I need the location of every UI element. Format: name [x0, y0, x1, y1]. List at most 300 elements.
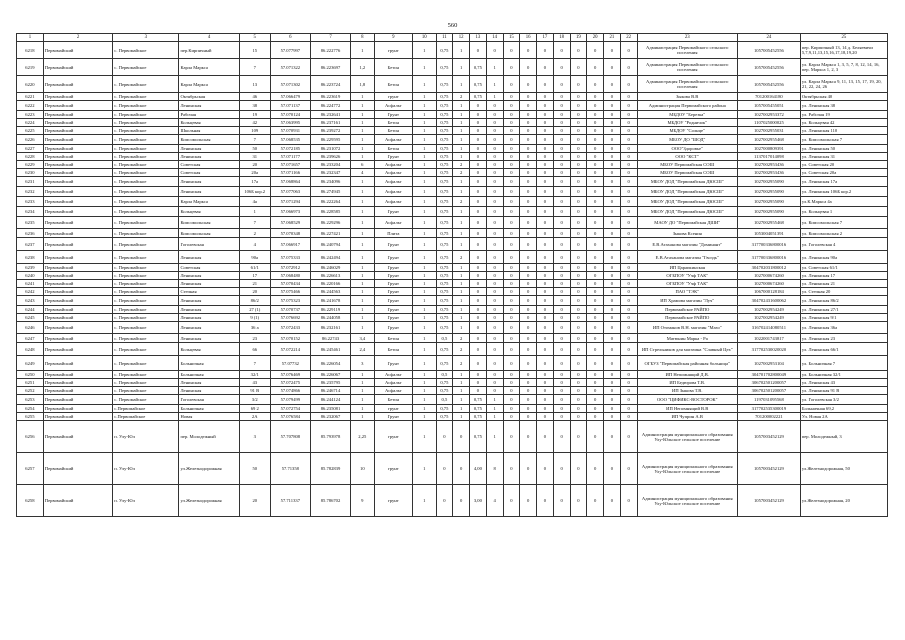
table-cell: 1067000128184 [738, 288, 801, 296]
table-cell: 0 [537, 453, 554, 485]
table-cell: грунт [374, 421, 413, 453]
table-cell: 0 [553, 127, 570, 135]
table-cell: 1022001743817 [738, 334, 801, 343]
table-cell: 20 [239, 288, 270, 296]
table-cell: Грунт [374, 207, 413, 217]
table-cell: 0 [520, 264, 537, 272]
table-cell: 0,75 [470, 395, 487, 405]
table-cell: 1 [413, 177, 436, 187]
table-cell: 0 [620, 379, 637, 387]
table-cell: 0 [587, 395, 604, 405]
table-cell: Асфальт [374, 379, 413, 387]
table-cell: 0 [604, 485, 621, 517]
table-cell: 57.076584 [270, 413, 310, 421]
table-cell: 0 [587, 405, 604, 413]
table-cell: 0 [604, 413, 621, 421]
table-row [17, 197, 888, 207]
table-cell: с. Первомайское [113, 288, 179, 296]
table-cell: ООО "ЦИФИКС-ВОСТОРОК" [637, 395, 738, 405]
table-cell: 86.235795 [310, 379, 350, 387]
table-cell: 0 [604, 280, 621, 288]
table-cell: Комсомольская [179, 135, 239, 145]
table-cell: 0 [570, 169, 587, 177]
table-cell: 0 [486, 187, 503, 197]
table-cell: с. Первомайское [113, 334, 179, 343]
table-cell: Советская [179, 161, 239, 169]
table-cell: 1 [453, 76, 470, 93]
table-cell: 0 [470, 42, 487, 59]
table-cell: 0 [537, 153, 554, 161]
table-cell: с. Первомайское [113, 280, 179, 288]
table-cell: Грунт [374, 111, 413, 119]
table-cell: 57.075323 [270, 296, 310, 306]
table-cell: 0 [620, 343, 637, 356]
table-cell: Ул. Новая 2A [800, 413, 887, 421]
table-cell: 0 [587, 238, 604, 251]
table-cell: 6225 [17, 127, 44, 135]
table-cell: 0 [587, 314, 604, 322]
table-cell: 6256 [17, 421, 44, 453]
table-cell: ИП Непомнящий В.В [637, 405, 738, 413]
table-cell: п. Улу-Юл [113, 453, 179, 485]
table-cell: 0 [553, 334, 570, 343]
table-cell: 0 [587, 161, 604, 169]
table-cell: 0 [470, 229, 487, 238]
table-cell: 0 [553, 197, 570, 207]
table-cell: Первомайский [43, 161, 113, 169]
table-cell: 1027002953104 [738, 356, 801, 371]
table-cell: 0 [587, 76, 604, 93]
table-cell: Грунт [374, 280, 413, 288]
table-cell: 0 [570, 119, 587, 127]
table-cell: 66 [239, 343, 270, 356]
table-row [17, 238, 888, 251]
table-cell: Грунт [374, 272, 413, 280]
table-cell: 46 [239, 93, 270, 101]
table-cell: 0 [587, 334, 604, 343]
table-cell: с. Первомайское [113, 111, 179, 119]
table-cell: 0 [587, 197, 604, 207]
table-cell: 6224 [17, 119, 44, 127]
table-cell: 0 [503, 76, 520, 93]
table-cell: 1 [413, 371, 436, 379]
table-cell: 0 [587, 387, 604, 395]
table-cell: 0 [570, 485, 587, 517]
table-cell: 0 [453, 453, 470, 485]
page-number: 560 [447, 22, 458, 29]
table-cell: 0 [587, 145, 604, 153]
table-cell: Бетон [374, 343, 413, 356]
table-row [17, 322, 888, 334]
table-cell: 0 [470, 217, 487, 229]
table-cell: 0 [570, 314, 587, 322]
table-cell: 0 [520, 453, 537, 485]
table-cell: 6258 [17, 485, 44, 517]
table-cell: 0 [520, 135, 537, 145]
table-cell: 0 [470, 111, 487, 119]
table-cell: 106Б кор.2 [239, 187, 270, 197]
table-cell: 1 [413, 322, 436, 334]
table-cell: 3/2 [239, 395, 270, 405]
table-cell: Администрация Первомайского сельского поселения [637, 42, 738, 59]
table-cell: 304701702800049 [738, 371, 801, 379]
table-cell: МБДОУ "Березка" [637, 111, 738, 119]
column-number-cell: 7 [310, 34, 350, 42]
table-cell: Первомайский [43, 153, 113, 161]
table-cell: 57.072475 [270, 379, 310, 387]
table-cell: 57.071177 [270, 153, 310, 161]
table-cell: 86.222264 [310, 197, 350, 207]
table-cell: 6245 [17, 314, 44, 322]
table-cell: 0 [620, 197, 637, 207]
table-cell: грунт [374, 485, 413, 517]
table-cell: Бетон [374, 145, 413, 153]
table-cell: 0 [503, 421, 520, 453]
table-cell: 1027002955090 [738, 187, 801, 197]
table-cell: 1057005452556 [738, 59, 801, 76]
table-cell: 1057005452556 [738, 76, 801, 93]
table-cell: 0 [537, 280, 554, 288]
table-cell: 317700336800016 [738, 238, 801, 251]
table-cell: 86.228585 [310, 207, 350, 217]
table-cell: 1027002955090 [738, 207, 801, 217]
table-cell: 15 [239, 42, 270, 59]
table-cell: Первомайский [43, 356, 113, 371]
table-cell: 0 [570, 272, 587, 280]
table-cell: 2A [239, 413, 270, 421]
table-cell: 0 [620, 207, 637, 217]
table-cell: с. Первомайское [113, 76, 179, 93]
table-cell: 109 [239, 127, 270, 135]
table-cell: Ленинская [179, 296, 239, 306]
table-cell: ИП Чуприн А.В [637, 413, 738, 421]
table-cell: 0 [520, 334, 537, 343]
table-cell: Плита [374, 229, 413, 238]
table-cell: 6227 [17, 145, 44, 153]
table-cell: 2,25 [351, 421, 374, 453]
table-cell: 0 [470, 207, 487, 217]
table-cell: Зыкова В.В [637, 93, 738, 101]
table-cell: 0 [553, 229, 570, 238]
table-cell: 1 [453, 177, 470, 187]
table-cell: 23 [239, 334, 270, 343]
table-cell: 0 [503, 387, 520, 395]
table-cell: 0 [520, 76, 537, 93]
table-cell: 86.229119 [310, 306, 350, 314]
table-cell: 0 [620, 288, 637, 296]
table-cell: 0 [620, 421, 637, 453]
table-cell: 0 [587, 379, 604, 387]
table-cell: 57.072912 [270, 264, 310, 272]
column-number-cell: 5 [239, 34, 270, 42]
table-cell: 43 [239, 379, 270, 387]
table-cell: 1 [453, 42, 470, 59]
table-cell: 0 [620, 127, 637, 135]
table-cell: 0 [604, 135, 621, 145]
table-cell: 6255 [17, 413, 44, 421]
table-cell: 1 [413, 238, 436, 251]
column-number-cell: 15 [503, 34, 520, 42]
table-cell: 1 [413, 421, 436, 453]
table-cell: 0 [553, 207, 570, 217]
table-cell: 0 [570, 264, 587, 272]
table-cell: 1 [413, 127, 436, 135]
table-cell: 57.71358 [270, 453, 310, 485]
table-cell: Ленинская [179, 177, 239, 187]
table-cell: 1 [486, 413, 503, 421]
table-cell: 0 [470, 356, 487, 371]
table-cell: 0 [587, 421, 604, 453]
table-cell: 0 [604, 42, 621, 59]
table-cell: ул. Карла Маркса 9, 11, 13, 15, 17, 19, 20, 21, 22, 24, 26 [800, 76, 887, 93]
table-cell: 0 [604, 177, 621, 187]
table-cell: 1 [351, 119, 374, 127]
table-cell: 0 [553, 93, 570, 101]
table-cell: 0 [470, 371, 487, 379]
table-cell: Первомайский [43, 135, 113, 145]
table-cell: 0 [436, 421, 453, 453]
table-cell: Грунт [374, 288, 413, 296]
table-cell: 4 [351, 169, 374, 177]
table-cell: Бетон [374, 59, 413, 76]
table-cell: ул. Ленинская 66/1 [800, 343, 887, 356]
table-cell: 0 [570, 395, 587, 405]
table-cell: 57.071322 [270, 59, 310, 76]
table-cell: 1 [413, 356, 436, 371]
table-cell: ул.Железнодорожная, 20 [800, 485, 887, 517]
table-cell: 6250 [17, 371, 44, 379]
table-cell: 0,75 [436, 217, 453, 229]
table-cell: 0,5 [436, 395, 453, 405]
table-cell: 0 [520, 101, 537, 111]
table-cell: Грунт [374, 413, 413, 421]
table-cell: 0,75 [436, 119, 453, 127]
table-cell: 0 [553, 272, 570, 280]
table-cell: 1 [486, 395, 503, 405]
table-cell: 0 [503, 296, 520, 306]
table-cell: 0 [537, 229, 554, 238]
table-cell: 1 [453, 187, 470, 197]
table-cell: 0 [570, 251, 587, 264]
table-cell: с.Первомайское [113, 413, 179, 421]
table-cell: 0 [620, 153, 637, 161]
table-cell: 0 [520, 59, 537, 76]
table-cell: Ленинская [179, 306, 239, 314]
table-cell: 1 [351, 135, 374, 145]
table-cell: 1 [351, 387, 374, 395]
table-cell: Администрация муниципального образования Улу-Юльское сельское поселение [637, 421, 738, 453]
table-cell: Советская [179, 264, 239, 272]
column-number-cell: 14 [486, 34, 503, 42]
table-cell: 85.786702 [310, 485, 350, 517]
column-number-cell: 24 [738, 34, 801, 42]
table-cell: Первомайский [43, 343, 113, 356]
table-cell: 701200002221 [738, 413, 801, 421]
table-cell: с. Первомайское [113, 145, 179, 153]
table-cell: 90a [239, 251, 270, 264]
table-cell: МБОУ ДОД "Первомайская ДЮСШ" [637, 187, 738, 197]
table-cell: 0 [553, 101, 570, 111]
table-cell: ул. Ленинская 27/1 [800, 306, 887, 314]
table-cell: 0,75 [470, 413, 487, 421]
table-cell: 0 [470, 145, 487, 153]
table-cell: 57.070737 [270, 306, 310, 314]
table-cell: 0 [470, 238, 487, 251]
table-cell: 86.232067 [310, 413, 350, 421]
table-cell: 0 [620, 264, 637, 272]
table-cell: 0 [620, 135, 637, 145]
table-cell: 0 [503, 153, 520, 161]
table-cell: 0 [553, 187, 570, 197]
table-cell: 0,75 [436, 111, 453, 119]
table-cell: 0 [604, 101, 621, 111]
table-cell: 57.071137 [270, 101, 310, 111]
table-cell: 1 [351, 197, 374, 207]
table-cell: ИП Храмова магазин "Луч" [637, 296, 738, 306]
table-cell: 1 [486, 76, 503, 93]
table-cell: Первомайский [43, 306, 113, 314]
table-cell: 86.274945 [310, 187, 350, 197]
table-cell: с. Первомайское [113, 272, 179, 280]
table-cell: 0 [570, 421, 587, 453]
table-cell: 0,5 [436, 334, 453, 343]
table-cell: Первомайский [43, 111, 113, 119]
table-cell: с. Первомайское [113, 395, 179, 405]
table-cell: Больничная [179, 356, 239, 371]
table-cell: 86.232161 [310, 322, 350, 334]
table-cell: 0,75 [436, 153, 453, 161]
table-cell: 32/1 [239, 371, 270, 379]
table-cell: Первомайский [43, 413, 113, 421]
table-cell: 6 [351, 161, 374, 169]
table-cell: ул. Ленинская 50 [800, 145, 887, 153]
table-cell: 0 [620, 59, 637, 76]
column-number-row [17, 34, 888, 42]
table-cell: 0,75 [436, 280, 453, 288]
table-cell: 0,75 [436, 76, 453, 93]
table-cell: 1 [453, 272, 470, 280]
table-cell: 1 [413, 161, 436, 169]
table-cell: Ленинская [179, 387, 239, 395]
table-cell: 1 [351, 314, 374, 322]
table-cell: Первомайский [43, 322, 113, 334]
table-cell: 0 [486, 264, 503, 272]
table-cell: Грунт [374, 296, 413, 306]
table-cell: Гоголевская [179, 238, 239, 251]
table-cell: 0 [570, 371, 587, 379]
table-cell: 6246 [17, 322, 44, 334]
table-cell: 0 [537, 187, 554, 197]
table-cell: 0 [486, 288, 503, 296]
table-cell: 0 [553, 453, 570, 485]
table-cell: 0 [503, 306, 520, 314]
table-cell: Первомайский [43, 93, 113, 101]
table-cell: 4 [486, 485, 503, 517]
table-cell: ИП Отоманов В.Н. магазин "Мазо" [637, 322, 738, 334]
table-row [17, 314, 888, 322]
table-cell: 86.223724 [310, 76, 350, 93]
column-number-cell: 2 [43, 34, 113, 42]
table-cell: 1057003452129 [738, 421, 801, 453]
table-row [17, 334, 888, 343]
table-cell: с. Первомайское [113, 306, 179, 314]
table-cell: с. Первомайское [113, 153, 179, 161]
table-cell: 0 [604, 322, 621, 334]
table-cell: 0 [537, 296, 554, 306]
table-cell: 0 [553, 343, 570, 356]
table-cell: 0 [570, 405, 587, 413]
table-cell: 0 [470, 169, 487, 177]
table-cell: 86.229296 [310, 217, 350, 229]
table-cell: с. Первомайское [113, 161, 179, 169]
table-cell: ПАО "ТЭК" [637, 288, 738, 296]
table-cell: 0 [520, 145, 537, 153]
table-cell: ул. Ленинская 106Б кор.2 [800, 187, 887, 197]
table-cell: 0 [553, 421, 570, 453]
table-cell: Администрация Первомайского сельского поселения [637, 59, 738, 76]
table-cell: 0 [520, 306, 537, 314]
table-cell: 50 [239, 145, 270, 153]
table-cell: 0 [587, 413, 604, 421]
table-cell: 20 [239, 161, 270, 169]
table-cell: МБОУ ДОД "Первомайская ДЮСШ" [637, 197, 738, 207]
table-cell: 0 [520, 314, 537, 322]
table-cell: 69 2 [239, 405, 270, 413]
table-cell: Рабочая [179, 111, 239, 119]
table-cell: 0 [604, 217, 621, 229]
table-cell: 1 [413, 413, 436, 421]
table-cell: ул. Кольцевая 1 [800, 207, 887, 217]
table-cell: 1 [453, 264, 470, 272]
table-cell: с. Первомайское [113, 169, 179, 177]
table-cell: ул. Карла Маркса 1, 3, 5, 7, 8, 12, 14, 16, пер. Маркса 1, 2, 3 [800, 59, 887, 76]
table-cell: 0 [570, 334, 587, 343]
table-cell: Первомайский [43, 387, 113, 395]
table-cell: ул. Ленинская 90a [800, 251, 887, 264]
table-cell: 6247 [17, 334, 44, 343]
table-cell: ООО"Здоровье" [637, 145, 738, 153]
table-cell: 61/1 [239, 264, 270, 272]
table-cell: 0 [620, 101, 637, 111]
table-cell: 1 [453, 288, 470, 296]
table-cell: 0 [503, 177, 520, 187]
table-cell: 0 [470, 280, 487, 288]
table-cell: 0 [520, 42, 537, 59]
table-cell: 0 [470, 379, 487, 387]
table-cell: 0 [537, 314, 554, 322]
table-cell: Первомайский [43, 314, 113, 322]
table-cell: Первомайский [43, 197, 113, 207]
table-cell: 0 [486, 371, 503, 379]
table-cell: 0 [570, 145, 587, 153]
table-cell: 0,75 [436, 405, 453, 413]
table-cell: 0 [486, 207, 503, 217]
table-cell: 0 [503, 371, 520, 379]
table-cell: 57.071294 [270, 197, 310, 207]
table-cell: 0 [604, 343, 621, 356]
table-cell: 0 [486, 177, 503, 187]
table-cell: 304702031800012 [738, 264, 801, 272]
table-cell: Асфальт [374, 177, 413, 187]
table-cell: 317700336800016 [738, 251, 801, 264]
table-cell: 1 [413, 135, 436, 145]
table-cell: 0 [537, 387, 554, 395]
table-cell: 0 [453, 485, 470, 517]
table-cell: Первомайский [43, 288, 113, 296]
table-cell: 57.075466 [270, 288, 310, 296]
table-cell: 57.076692 [270, 314, 310, 322]
table-cell: 0 [553, 177, 570, 187]
